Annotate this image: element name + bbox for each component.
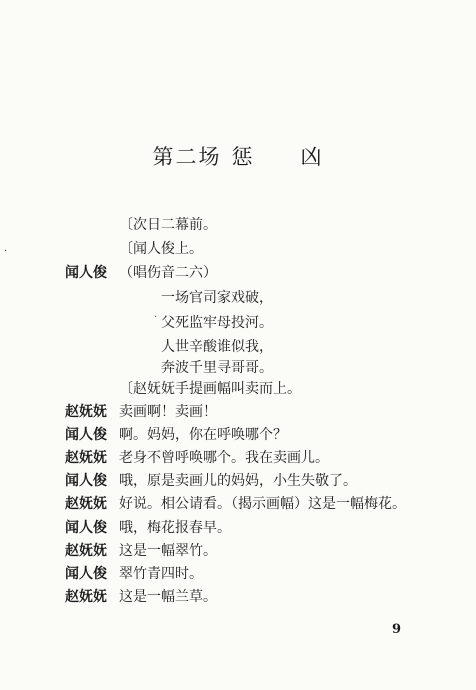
dialogue-line: 啊。妈妈，你在呼唤哪个？ bbox=[119, 427, 287, 443]
dialogue-line: 老身不曾呼唤哪个。我在卖画儿。 bbox=[119, 450, 329, 466]
dialogue-line: 这是一幅兰草。 bbox=[119, 589, 217, 605]
speaker-name: 赵妩妩 bbox=[65, 450, 107, 466]
speaker-name: 闻人俊 bbox=[65, 427, 107, 443]
speaker-name: 赵妩妩 bbox=[65, 404, 107, 420]
scene-name-part-2: 凶 bbox=[300, 145, 324, 169]
dialogue-line: 翠竹青四时。 bbox=[119, 566, 203, 582]
dialogue-line: 这是一幅翠竹。 bbox=[119, 543, 217, 559]
dialogue-line: 哦，原是卖画儿的妈妈，小生失敬了。 bbox=[119, 473, 357, 489]
verse-line: 父死监牢母投河。 bbox=[161, 315, 273, 331]
speaker-name: 闻人俊 bbox=[65, 566, 107, 582]
verse-line: 一场官司家戏破， bbox=[161, 290, 273, 306]
stage-direction: 〔赵妩妩手提画幅叫卖而上。 bbox=[119, 381, 301, 397]
speaker-name: 赵妩妩 bbox=[65, 496, 107, 512]
speaker-name: 闻人俊 bbox=[65, 265, 107, 281]
speaker-name: 赵妩妩 bbox=[65, 543, 107, 559]
scan-speck: · bbox=[4, 246, 8, 257]
stage-direction: 〔次日二幕前。 bbox=[119, 217, 217, 233]
dialogue-line: （唱伤音二六） bbox=[119, 265, 217, 281]
stage-direction: 〔闻人俊上。 bbox=[119, 241, 203, 257]
speaker-name: 闻人俊 bbox=[65, 473, 107, 489]
scene-title bbox=[0, 141, 476, 171]
verse-line: 人世辛酸谁似我， bbox=[161, 339, 273, 355]
scan-speck: · bbox=[154, 312, 158, 323]
scene-name-part-1: 惩 bbox=[231, 145, 255, 169]
speaker-name: 闻人俊 bbox=[65, 520, 107, 536]
dialogue-line: 哦，梅花报春早。 bbox=[119, 520, 231, 536]
speaker-name: 赵妩妩 bbox=[65, 589, 107, 605]
verse-line: 奔波千里寻哥哥。 bbox=[161, 360, 273, 376]
page-number: 9 bbox=[392, 622, 402, 637]
scene-number: 第二场 bbox=[152, 145, 222, 169]
dialogue-line: 卖画啊！卖画！ bbox=[119, 404, 217, 420]
dialogue-line: 好说。相公请看。（揭示画幅）这是一幅梅花。 bbox=[119, 496, 406, 512]
